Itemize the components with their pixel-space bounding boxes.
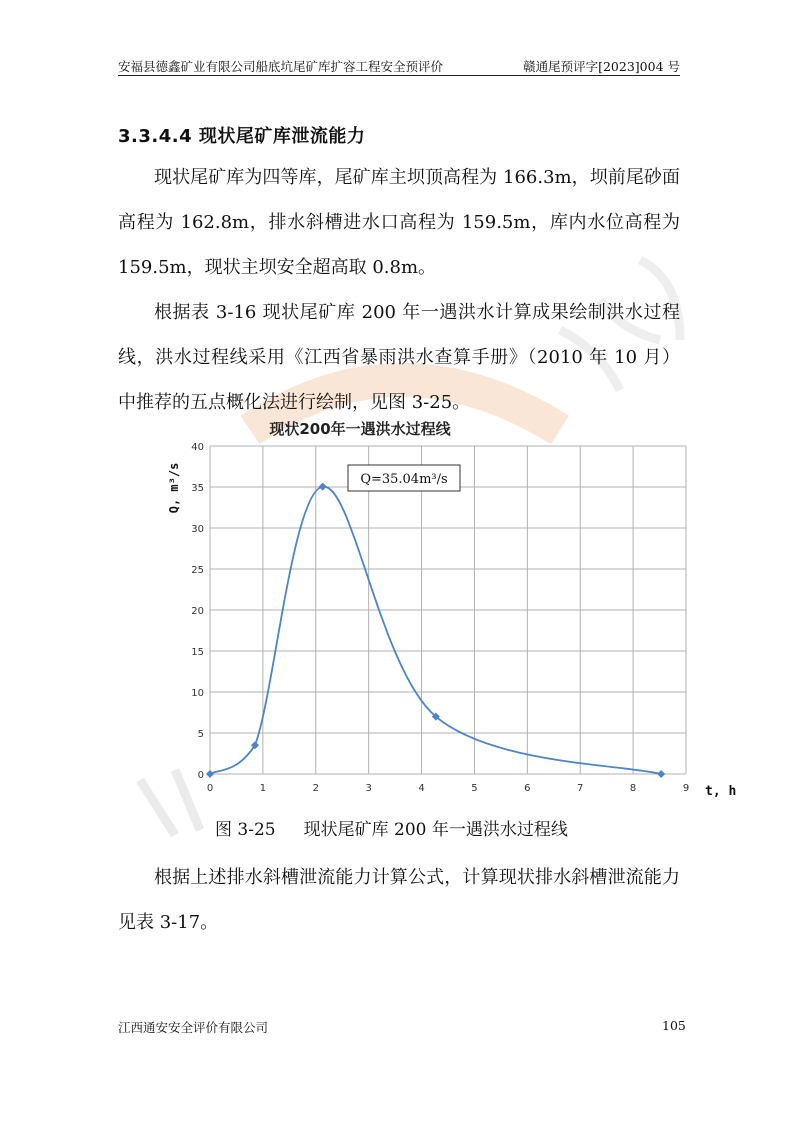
data-point (206, 770, 214, 778)
footer-company: 江西通安安全评价有限公司 (118, 1020, 269, 1035)
series-line (210, 487, 661, 774)
y-tick-label: 30 (191, 524, 204, 535)
y-tick-label: 0 (197, 770, 204, 781)
figure-caption (215, 815, 568, 840)
x-tick-label: 2 (312, 783, 319, 794)
data-point (657, 770, 665, 778)
paragraph-conclusion: 根据上述排水斜槽泄流能力计算公式，计算现状排水斜槽泄流能力见表 3-17。 (118, 867, 680, 933)
paragraph-method: 根据表 3-16 现状尾矿库 200 年一遇洪水计算成果绘制洪水过程线，洪水过程线采用《江西省暴雨洪水查算手册》（2010 年 10 月）中推荐的五点概化法进行绘制，见图 3-25。 (118, 302, 680, 413)
x-axis-label: t, h (705, 784, 737, 799)
header-document-title: 安福县德鑫矿业有限公司船底坑尾矿库扩容工程安全预评价 (118, 59, 444, 74)
flood-hydrograph-chart (150, 410, 750, 810)
x-tick-label: 9 (682, 783, 690, 794)
chart-svg (150, 410, 750, 810)
y-tick-label: 20 (191, 606, 204, 617)
x-tick-label: 8 (629, 783, 637, 794)
peak-annotation (348, 465, 460, 491)
x-tick-label: 0 (206, 783, 214, 794)
y-tick-label: 35 (191, 483, 204, 494)
y-tick-label: 40 (191, 442, 204, 453)
figure-caption-text: 现状尾矿库 200 年一遇洪水过程线 (303, 820, 568, 840)
y-tick-label: 5 (197, 729, 204, 740)
x-tick-label: 6 (524, 783, 531, 794)
peak-annotation-label: Q=35.04m³/s (360, 472, 448, 487)
page-number: 105 (662, 1018, 686, 1033)
x-tick-label: 3 (365, 783, 372, 794)
x-tick-label: 1 (259, 783, 267, 794)
y-tick-label: 15 (191, 647, 204, 658)
paragraph-status: 现状尾矿库为四等库，尾矿库主坝顶高程为 166.3m，坝前尾砂面高程为 162.8m，排水斜槽进水口高程为 159.5m，库内水位高程为 159.5m，现状主坝安全超高取 0.8m。 (118, 167, 680, 278)
y-axis-label: Q, m³/s (167, 462, 181, 514)
header-document-number: 赣通尾预评字[2023]004 号 (523, 59, 680, 74)
section-heading: 3.3.4.4 现状尾矿库泄流能力 (118, 126, 366, 147)
y-tick-label: 25 (191, 565, 204, 576)
x-tick-label: 4 (418, 783, 425, 794)
y-tick-label: 10 (191, 688, 204, 699)
x-tick-label: 7 (577, 783, 584, 794)
data-point (319, 483, 327, 491)
x-tick-label: 5 (471, 783, 478, 794)
page-header (118, 57, 680, 76)
figure-number: 图 3-25 (215, 820, 276, 840)
chart-title: 现状200年一遇洪水过程线 (269, 420, 451, 438)
